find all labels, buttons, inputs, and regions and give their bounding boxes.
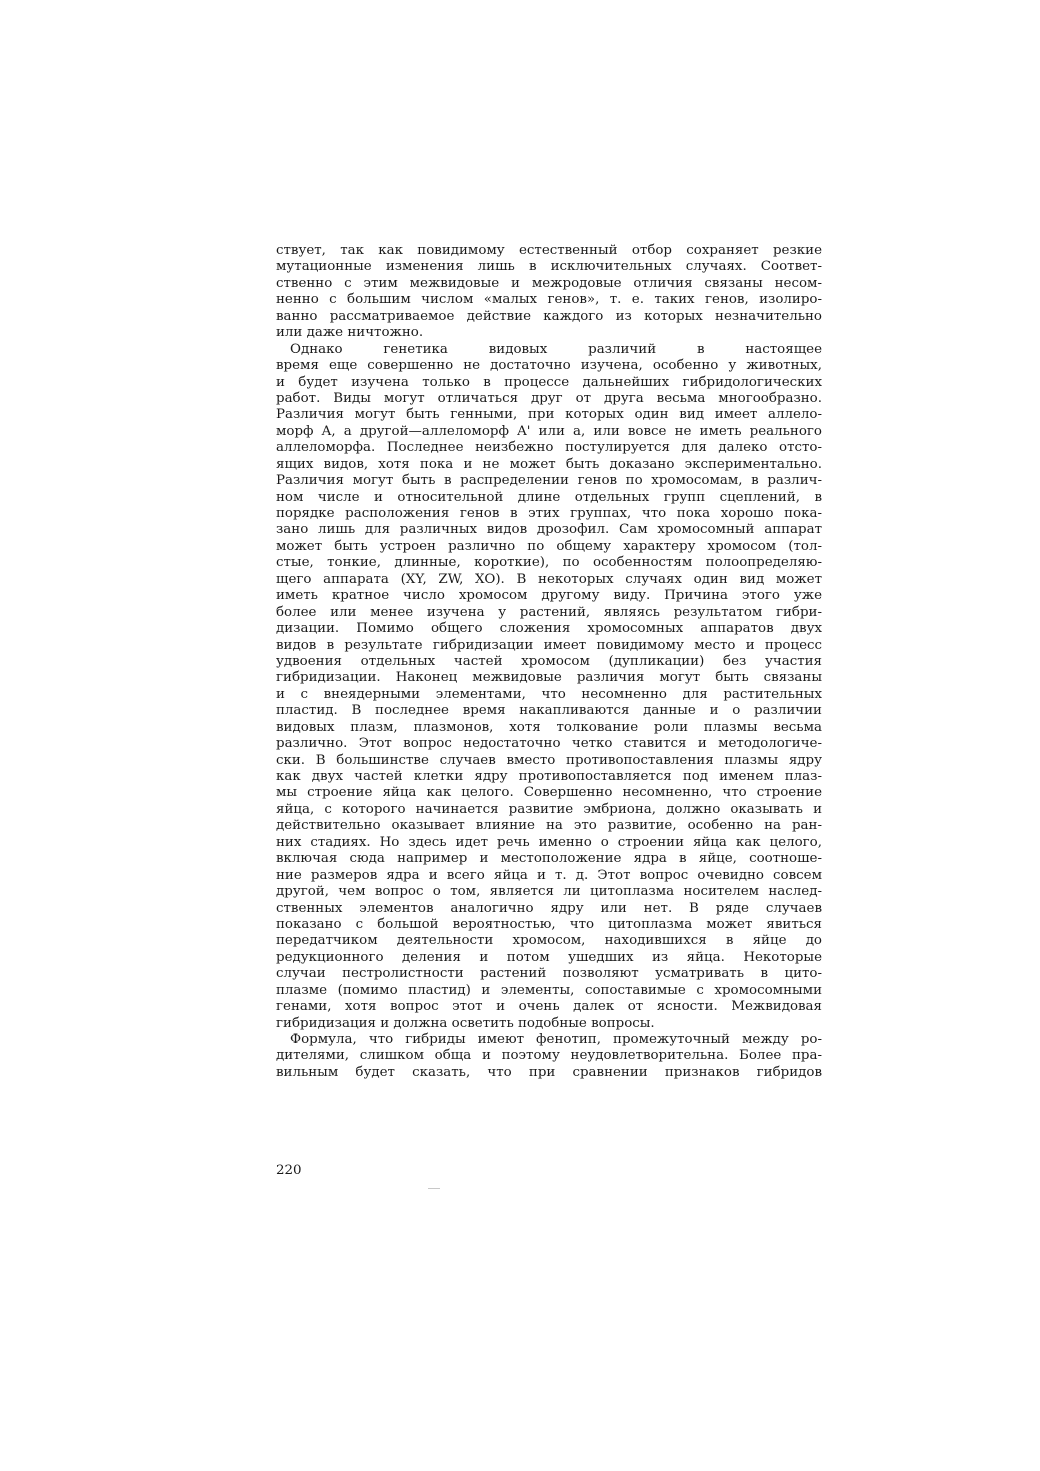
text-line: различно. Этот вопрос недостаточно четко ставится и методологиче-: [276, 736, 822, 752]
text-line: щего аппарата (XY, ZW, XO). В некоторых случаях один вид может: [276, 571, 822, 587]
text-line: яйца, с которого начинается развитие эмбриона, должно оказывать и: [276, 801, 822, 817]
paragraph-2: [276, 342, 822, 1032]
text-line: может быть устроен различно по общему характеру хромосом (тол-: [276, 538, 822, 554]
text-line: как двух частей клетки ядру противопоставляется под именем плаз-: [276, 769, 822, 784]
text-line: порядке расположения генов в этих группах, что пока хорошо пока-: [276, 506, 822, 521]
text-line: работ. Виды могут отличаться друг от друга весьма многообразно.: [276, 390, 822, 406]
text-line: Различия могут быть в распределении генов по хромосомам, в различ-: [276, 473, 822, 489]
text-line: включая сюда например и местоположение ядра в яйце, соотноше-: [276, 851, 822, 867]
text-line: гибридизации. Наконец межвидовые различия могут быть связаны: [276, 670, 822, 686]
text-line: пластид. В последнее время накапливаются данные и о различии: [276, 703, 822, 719]
text-line: мутационные изменения лишь в исключительных случаях. Соответ-: [276, 259, 822, 275]
text-line: Формула, что гибриды имеют фенотип, промежуточный между ро-: [290, 1032, 822, 1047]
paragraph-3: [276, 1032, 822, 1081]
text-line: ненно с большим числом «малых генов», т. е. таких генов, изолиро-: [276, 292, 822, 308]
page-number: 220: [276, 1163, 302, 1178]
text-line: мы строение яйца как целого. Совершенно несомненно, что строение: [276, 785, 822, 801]
text-line: аллеломорфа. Последнее неизбежно постулируется для далеко отсто-: [276, 440, 822, 456]
text-line: зано лишь для различных видов дрозофил. Сам хромосомный аппарат: [276, 522, 822, 538]
text-line: ние размеров ядра и всего яйца и т. д. Этот вопрос очевидно совсем: [276, 867, 822, 883]
text-line: видов в результате гибридизации имеет повидимому место и процесс: [276, 637, 822, 653]
paragraph-1: [276, 243, 822, 342]
text-line: ствует, так как повидимому естественный отбор сохраняет резкие: [276, 243, 822, 258]
text-line: морф A, а другой—аллеломорф A' или a, или вовсе не иметь реального: [276, 423, 822, 439]
text-line: ящих видов, хотя пока и не может быть доказано экспериментально.: [276, 456, 822, 472]
text-line: дизации. Помимо общего сложения хромосомных аппаратов двух: [276, 621, 822, 637]
text-line: ванно рассматриваемое действие каждого из которых незначительно: [276, 308, 822, 324]
text-line: случаи пестролистности растений позволяют усматривать в цито-: [276, 966, 822, 982]
text-line: показано с большой вероятностью, что цитоплазма может явиться: [276, 916, 822, 932]
text-line: действительно оказывает влияние на это развитие, особенно на ран-: [276, 818, 822, 834]
text-line: редукционного деления и потом ушедших из яйца. Некоторые: [276, 949, 822, 965]
body-text: [276, 243, 822, 1081]
text-line: дителями, слишком обща и поэтому неудовлетворительна. Более пра-: [276, 1048, 822, 1064]
text-line: более или менее изучена у растений, являясь результатом гибри-: [276, 604, 822, 620]
text-line: ном числе и относительной длине отдельных групп сцеплений, в: [276, 489, 822, 505]
text-line: Различия могут быть генными, при которых один вид имеет аллело-: [276, 407, 822, 423]
text-line: видовых плазм, плазмонов, хотя толкование роли плазмы весьма: [276, 719, 822, 735]
scan-artifact: [428, 1188, 440, 1189]
text-line: гибридизация и должна осветить подобные вопросы.: [276, 1015, 655, 1031]
text-line: передатчиком деятельности хромосом, находившихся в яйце до: [276, 933, 822, 949]
text-line: ственно с этим межвидовые и межродовые отличия связаны несом-: [276, 275, 822, 291]
text-line: вильным будет сказать, что при сравнении признаков гибридов: [276, 1064, 822, 1080]
text-line: плазме (помимо пластид) и элементы, сопоставимые с хромосомными: [276, 982, 822, 998]
text-line: них стадиях. Но здесь идет речь именно о строении яйца как целого,: [276, 834, 822, 850]
text-line: ственных элементов аналогично ядру или нет. В ряде случаев: [276, 900, 822, 916]
text-line: и будет изучена только в процессе дальнейших гибридологических: [276, 374, 822, 390]
text-line: удвоения отдельных частей хромосом (дупликации) без участия: [276, 653, 822, 669]
text-line: время еще совершенно не достаточно изучена, особенно у животных,: [276, 358, 822, 374]
text-line: стые, тонкие, длинные, короткие), по особенностям полоопределяю-: [276, 555, 822, 571]
text-line: Однако генетика видовых различий в настоящее: [290, 341, 822, 357]
text-line: или даже ничтожно.: [276, 325, 424, 341]
text-line: генами, хотя вопрос этот и очень далек от ясности. Межвидовая: [276, 999, 822, 1015]
text-line: другой, чем вопрос о том, является ли цитоплазма носителем наслед-: [276, 884, 822, 900]
text-line: ски. В большинстве случаев вместо противопоставления плазмы ядру: [276, 752, 822, 768]
text-line: и с внеядерными элементами, что несомненно для растительных: [276, 686, 822, 702]
text-line: иметь кратное число хромосом другому виду. Причина этого уже: [276, 588, 822, 604]
